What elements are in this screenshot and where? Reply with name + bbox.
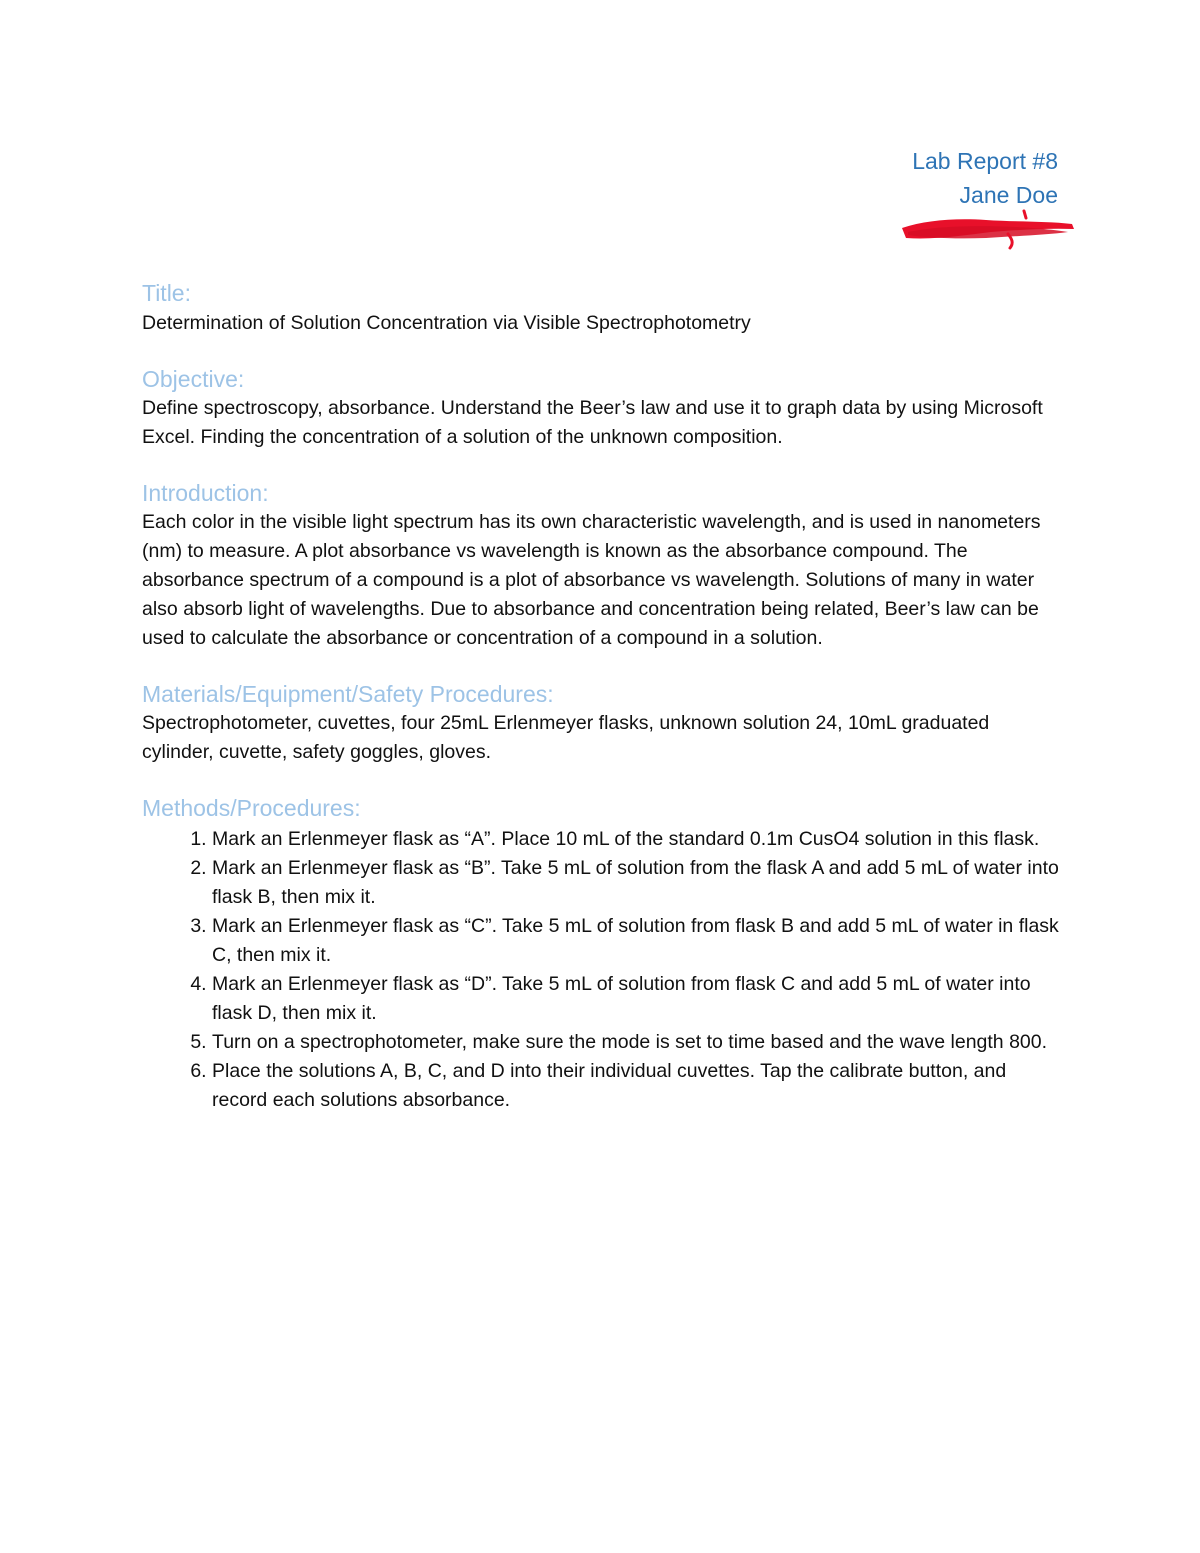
materials-section bbox=[142, 679, 1062, 767]
procedure-step: 3. Mark an Erlenmeyer flask as “C”. Take 5 mL of solution from flask B and add 5 mL of water in flask C, then mix it. bbox=[212, 912, 1062, 970]
title-text: Determination of Solution Concentration via Visible Spectrophotometry bbox=[142, 312, 751, 334]
objective-section bbox=[142, 364, 1062, 452]
title-heading: Title: bbox=[142, 280, 191, 306]
redaction-scribble bbox=[896, 208, 1078, 252]
materials-text: Spectrophotometer, cuvettes, four 25mL Erlenmeyer flasks, unknown solution 24, 10mL graduated cylinder, cuvette, safety goggles, gloves. bbox=[142, 712, 990, 763]
objective-text: Define spectroscopy, absorbance. Understand the Beer’s law and use it to graph data by using Microsoft Excel. Finding the concentration of a solution of the unknown composition. bbox=[142, 397, 1043, 448]
procedure-step: 6. Place the solutions A, B, C, and D into their individual cuvettes. Tap the calibrate button, and record each solutions absorbance. bbox=[212, 1057, 1062, 1115]
procedure-list bbox=[142, 825, 1062, 1115]
report-label: Lab Report #8 bbox=[912, 148, 1058, 174]
author-name: Jane Doe bbox=[959, 182, 1058, 208]
procedure-step: 4. Mark an Erlenmeyer flask as “D”. Take 5 mL of solution from flask C and add 5 mL of water into flask D, then mix it. bbox=[212, 970, 1062, 1028]
methods-section bbox=[142, 793, 1062, 1115]
introduction-section bbox=[142, 478, 1062, 653]
materials-heading: Materials/Equipment/Safety Procedures: bbox=[142, 681, 554, 707]
report-header bbox=[912, 144, 1058, 212]
procedure-step: 2. Mark an Erlenmeyer flask as “B”. Take 5 mL of solution from the flask A and add 5 mL of water into flask B, then mix it. bbox=[212, 854, 1062, 912]
report-body bbox=[142, 278, 1062, 1141]
introduction-heading: Introduction: bbox=[142, 480, 269, 506]
title-section bbox=[142, 278, 1062, 338]
procedure-step: 1. Mark an Erlenmeyer flask as “A”. Place 10 mL of the standard 0.1m CusO4 solution in this flask. bbox=[212, 825, 1062, 854]
methods-heading: Methods/Procedures: bbox=[142, 795, 361, 821]
introduction-text: Each color in the visible light spectrum has its own characteristic wavelength, and is used in nanometers (nm) to measure. A plot absorbance vs wavelength is known as the absorbance compound. The absorbance spectrum of a compound is a plot of absorbance vs wavelength. Solutions of many in water also absorb light of wavelengths. Due to absorbance and concentration being related, Beer’s law can be used to calculate the absorbance or concentration of a compound in a solution. bbox=[142, 511, 1041, 649]
redaction-tick bbox=[1024, 211, 1026, 218]
objective-heading: Objective: bbox=[142, 366, 245, 392]
procedure-step: 5. Turn on a spectrophotometer, make sure the mode is set to time based and the wave length 800. bbox=[212, 1028, 1062, 1057]
